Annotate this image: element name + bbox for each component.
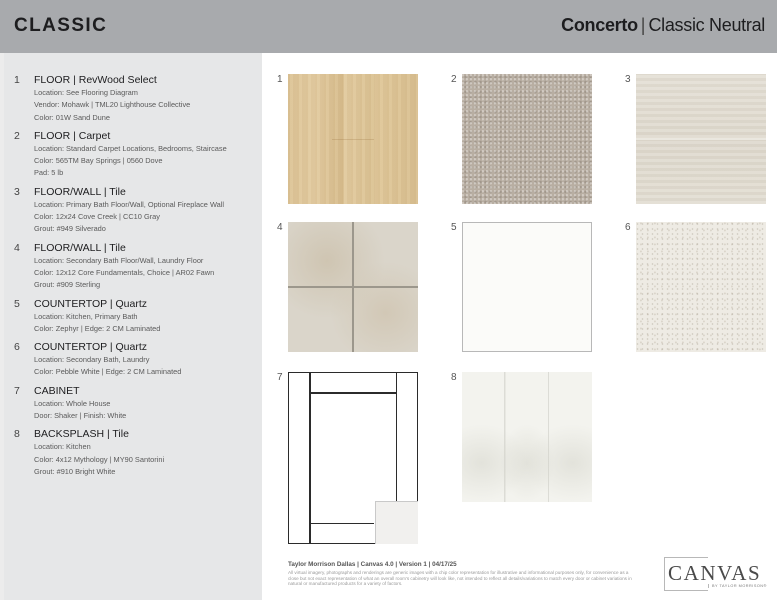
page-header: [0, 0, 777, 53]
spec-grout: Grout: #910 Bright White: [34, 466, 116, 476]
cabinet-top-rail: [310, 392, 396, 394]
footer-disclaimer: All virtual imagery, photographs and renderings are generic images with a chip color representation for illustrative and informational purposes only, for convenience as a close but not exact representation of what an overall room's cabinetry will look like, not intended to reflect all details/variations to match every door or cabinet variations in natural or manufactured products for a variety of factors.: [288, 570, 632, 587]
spec-color: Color: 01W Sand Dune: [34, 112, 110, 122]
spec-title: FLOOR/WALL | Tile: [34, 185, 126, 198]
spec-number: 6: [14, 341, 20, 354]
spec-location: Location: Secondary Bath, Laundry: [34, 355, 150, 365]
spec-item: [14, 73, 262, 124]
spec-list: [14, 73, 262, 483]
spec-title: BACKSPLASH | Tile: [34, 428, 129, 441]
spec-number: 2: [14, 129, 20, 142]
spec-location: Location: Whole House: [34, 398, 111, 408]
spec-item: [14, 297, 262, 336]
title-separator: |: [640, 15, 646, 35]
collection-title: CLASSIC: [14, 15, 108, 36]
spec-number: 3: [14, 185, 20, 198]
swatch-number: 4: [277, 222, 283, 233]
spec-item: [14, 340, 262, 379]
spec-location: Location: Kitchen: [34, 442, 91, 452]
spec-grout: Grout: #949 Silverado: [34, 224, 106, 234]
swatch-number: 1: [277, 74, 283, 85]
spec-item: [14, 241, 262, 292]
spec-color: Color: 12x24 Cove Creek | CC10 Gray: [34, 212, 160, 222]
spec-title: FLOOR/WALL | Tile: [34, 241, 126, 254]
spec-location: Location: Kitchen, Primary Bath: [34, 311, 138, 321]
carpet-swatch: [462, 74, 592, 204]
tile-swatch-cove-creek: [636, 74, 766, 204]
backsplash-tile-swatch: [462, 372, 592, 502]
spec-title: COUNTERTOP | Quartz: [34, 297, 148, 310]
scheme-title: [561, 15, 765, 36]
wood-floor-swatch: [288, 74, 418, 204]
canvas-logo: [664, 557, 770, 591]
swatch-number: 2: [451, 74, 457, 85]
spec-color: Color: 4x12 Mythology | MY90 Santorini: [34, 454, 165, 464]
spec-number: 7: [14, 384, 20, 397]
swatch-number: 8: [451, 372, 457, 383]
spec-number: 4: [14, 241, 20, 254]
cabinet-door-diagram: [288, 372, 418, 544]
spec-item: [14, 129, 262, 180]
swatch-number: 5: [451, 222, 457, 233]
cabinet-left-stile: [309, 373, 311, 543]
swatch-grid: [262, 53, 777, 553]
quartz-swatch-pebble-white: [636, 222, 766, 352]
quartz-swatch-zephyr: [462, 222, 592, 352]
swatch-number: 7: [277, 372, 283, 383]
cabinet-bottom-rail: [310, 523, 374, 525]
spec-item: [14, 384, 262, 423]
spec-number: 5: [14, 297, 20, 310]
spec-title: COUNTERTOP | Quartz: [34, 341, 148, 354]
spec-color: Color: 12x12 Core Fundamentals, Choice | AR02 Fawn: [34, 267, 215, 277]
spec-number: 8: [14, 428, 20, 441]
spec-item: [14, 427, 262, 478]
spec-pad: Pad: 5 lb: [34, 168, 64, 178]
spec-color: Color: Pebble White | Edge: 2 CM Laminated: [34, 367, 182, 377]
spec-location: Location: See Flooring Diagram: [34, 88, 138, 97]
spec-color: Color: Zephyr | Edge: 2 CM Laminated: [34, 323, 161, 333]
spec-title: FLOOR | RevWood Select: [34, 74, 157, 86]
scheme-name: Concerto: [561, 15, 638, 35]
footer-title: Taylor Morrison Dallas | Canvas 4.0 | Version 1 | 04/17/25: [288, 561, 457, 568]
cabinet-finish-chip: [375, 501, 418, 544]
spec-title: FLOOR | Carpet: [34, 129, 111, 142]
spec-location: Location: Primary Bath Floor/Wall, Optional Fireplace Wall: [34, 199, 225, 209]
spec-door: Door: Shaker | Finish: White: [34, 411, 127, 421]
spec-grout: Grout: #909 Sterling: [34, 280, 101, 290]
spec-number: 1: [14, 74, 20, 86]
spec-sidebar: [0, 53, 262, 600]
spec-location: Location: Standard Carpet Locations, Bedrooms, Staircase: [34, 143, 227, 153]
spec-vendor: Vendor: Mohawk | TML20 Lighthouse Collective: [34, 100, 191, 110]
spec-color: Color: 565TM Bay Springs | 0560 Dove: [34, 156, 163, 166]
logo-tagline: BY TAYLOR MORRISON®: [708, 584, 767, 588]
swatch-number: 3: [625, 74, 631, 85]
scheme-subtitle: Classic Neutral: [648, 15, 765, 35]
tile-swatch-fawn: [288, 222, 418, 352]
spec-title: CABINET: [34, 384, 80, 397]
logo-wordmark: CANVAS: [668, 561, 762, 585]
swatch-number: 6: [625, 222, 631, 233]
footer: [288, 561, 640, 587]
spec-item: [14, 185, 262, 236]
spec-location: Location: Secondary Bath Floor/Wall, Laundry Floor: [34, 255, 204, 265]
